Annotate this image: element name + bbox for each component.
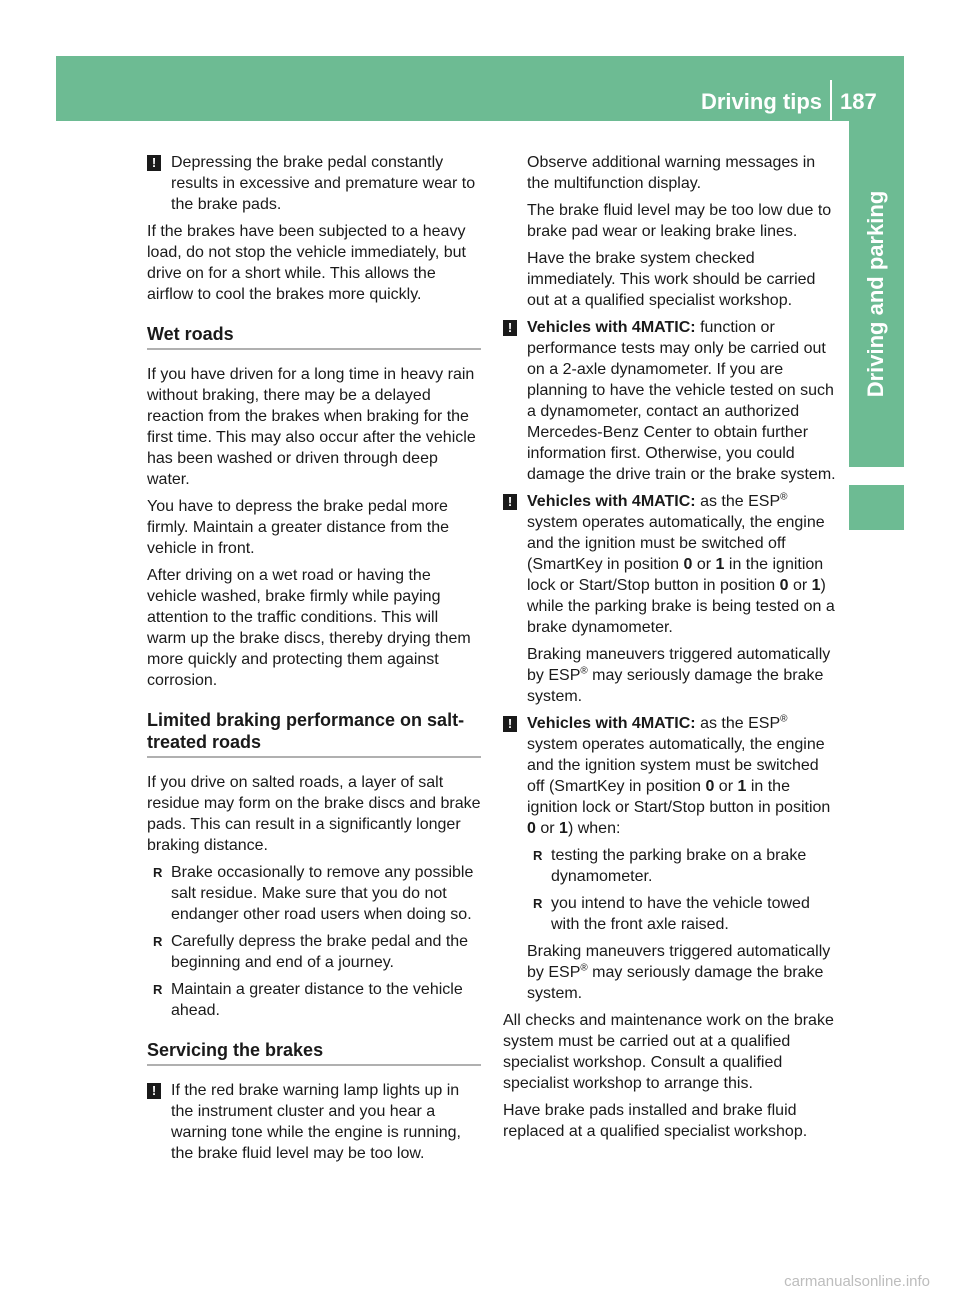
list-item <box>527 845 837 887</box>
paragraph: You have to depress the brake pedal more firmly. Maintain a greater distance from the vehicle in front. <box>147 498 450 557</box>
list-item-text: testing the parking brake on a brake dynamometer. <box>551 847 807 885</box>
list-item <box>147 931 481 973</box>
warning-text: function or performance tests may only be carried out on a 2-axle dynamometer. If you are planning to have the vehicle tested on such a dynamometer, contact an authorized Mercedes-Benz Center to obtain further information first. Otherwise, you could damage the drive train or the brake system. <box>527 319 836 483</box>
warning-text: ) when: <box>567 820 621 837</box>
list-item <box>147 862 481 925</box>
header-divider <box>830 80 832 120</box>
warning-note <box>147 1080 481 1164</box>
warning-note <box>503 713 837 839</box>
list-item-text: Brake occasionally to remove any possible salt residue. Make sure that you do not endanger other road users when doing so. <box>171 864 474 923</box>
section-heading-servicing: Servicing the brakes <box>147 1039 481 1066</box>
warning-note <box>147 152 481 215</box>
list-item-text: Maintain a greater distance to the vehicle ahead. <box>171 981 463 1019</box>
warning-lead: Vehicles with 4MATIC: <box>527 319 696 336</box>
position-value: 1 <box>737 778 747 795</box>
section-title: Driving tips <box>700 89 822 114</box>
warning-lead: Vehicles with 4MATIC: <box>527 493 696 510</box>
warning-text: Depressing the brake pedal constantly results in excessive and premature wear to the brake pads. <box>171 154 476 213</box>
salt-bullet-list <box>147 862 481 1021</box>
page-number: 187 <box>840 89 877 114</box>
paragraph: Have brake pads installed and brake fluid replaced at a qualified specialist workshop. <box>503 1102 808 1140</box>
paragraph: If the brakes have been subjected to a heavy load, do not stop the vehicle immediately, but drive on for a short while. This allows the airflow to cool the brakes more quickly. <box>147 223 466 303</box>
position-value: 0 <box>527 820 536 837</box>
warning-text: system operates automatically, the engine and the ignition must be switched off (SmartKey in position <box>527 514 825 573</box>
warning-text: If the red brake warning lamp lights up in the instrument cluster and you hear a warning tone while the engine is running, the brake fluid level may be too low. <box>171 1082 461 1162</box>
warning-lead: Vehicles with 4MATIC: <box>527 715 696 732</box>
list-item <box>527 893 837 935</box>
paragraph: Have the brake system checked immediately. This work should be carried out at a qualified specialist workshop. <box>527 250 816 309</box>
warning-note <box>503 491 837 638</box>
registered-mark: ® <box>780 713 788 725</box>
warning-icon: ! <box>503 716 517 732</box>
bullet-icon: R <box>533 896 543 911</box>
warning-text: as the ESP <box>695 493 781 510</box>
bullet-icon: R <box>153 865 163 880</box>
position-value: 0 <box>779 577 789 594</box>
paragraph: The brake fluid level may be too low due to brake pad wear or leaking brake lines. <box>527 202 832 240</box>
warning-text: or <box>692 556 716 573</box>
registered-mark: ® <box>580 665 588 677</box>
paragraph: If you have driven for a long time in heavy rain without braking, there may be a delayed reaction from the brakes when braking for the first time. This may also occur after the vehicle has been washed or driven through deep water. <box>147 366 476 488</box>
conditions-bullet-list <box>503 845 837 935</box>
paragraph <box>503 644 837 707</box>
chapter-tab-label: Driving and parking <box>863 190 888 398</box>
paragraph-text: may seriously damage the brake system. <box>527 667 824 705</box>
warning-text: in the ignition lock or Start/Stop button in position <box>527 556 824 594</box>
list-item <box>147 979 481 1021</box>
bullet-icon: R <box>533 848 543 863</box>
section-heading-salt-roads: Limited braking performance on salt-treated roads <box>147 709 481 758</box>
right-column <box>503 152 837 1148</box>
paragraph: If you drive on salted roads, a layer of salt residue may form on the brake discs and brake pads. This can result in a significantly longer braking distance. <box>147 774 481 854</box>
position-value: 1 <box>811 577 821 594</box>
watermark: carmanualsonline.info <box>784 1273 930 1290</box>
position-value: 1 <box>715 556 725 573</box>
left-column <box>147 152 481 1170</box>
registered-mark: ® <box>580 962 588 974</box>
warning-icon: ! <box>147 155 161 171</box>
paragraph-text: Braking maneuvers triggered automatically by ESP <box>527 646 831 684</box>
chapter-marker <box>849 485 904 530</box>
warning-text: as the ESP <box>695 715 781 732</box>
paragraph: After driving on a wet road or having the vehicle washed, brake firmly while paying attention to the traffic conditions. This will warm up the brake discs, thereby drying them more quickly and protecting them against corrosion. <box>147 567 471 689</box>
position-value: 1 <box>559 820 568 837</box>
position-value: 0 <box>705 778 715 795</box>
registered-mark: ® <box>780 491 788 503</box>
paragraph: All checks and maintenance work on the brake system must be carried out at a qualified specialist workshop. Consult a qualified specialist workshop to arrange this. <box>503 1012 834 1092</box>
bullet-icon: R <box>153 934 163 949</box>
warning-text: or <box>788 577 812 594</box>
paragraph-text: Braking maneuvers triggered automatically by ESP <box>527 943 831 981</box>
warning-note <box>503 317 837 485</box>
paragraph-text: may seriously damage the brake system. <box>527 964 824 1002</box>
position-value: 0 <box>683 556 693 573</box>
section-heading-wet-roads: Wet roads <box>147 323 481 350</box>
bullet-icon: R <box>153 982 163 997</box>
warning-text: in the ignition lock or Start/Stop button in position <box>527 778 831 816</box>
list-item-text: Carefully depress the brake pedal and the beginning and end of a journey. <box>171 933 469 971</box>
warning-text: or <box>714 778 738 795</box>
warning-icon: ! <box>147 1083 161 1099</box>
warning-icon: ! <box>503 320 517 336</box>
paragraph: Observe additional warning messages in the multifunction display. <box>527 154 816 192</box>
list-item-text: you intend to have the vehicle towed with the front axle raised. <box>551 895 810 933</box>
warning-text: system operates automatically, the engine and the ignition system must be switched off (SmartKey in position <box>527 736 825 795</box>
warning-text: or <box>535 820 560 837</box>
paragraph <box>503 941 837 1004</box>
warning-text: ) while the parking brake is being tested on a brake dynamometer. <box>527 577 835 636</box>
warning-icon: ! <box>503 494 517 510</box>
